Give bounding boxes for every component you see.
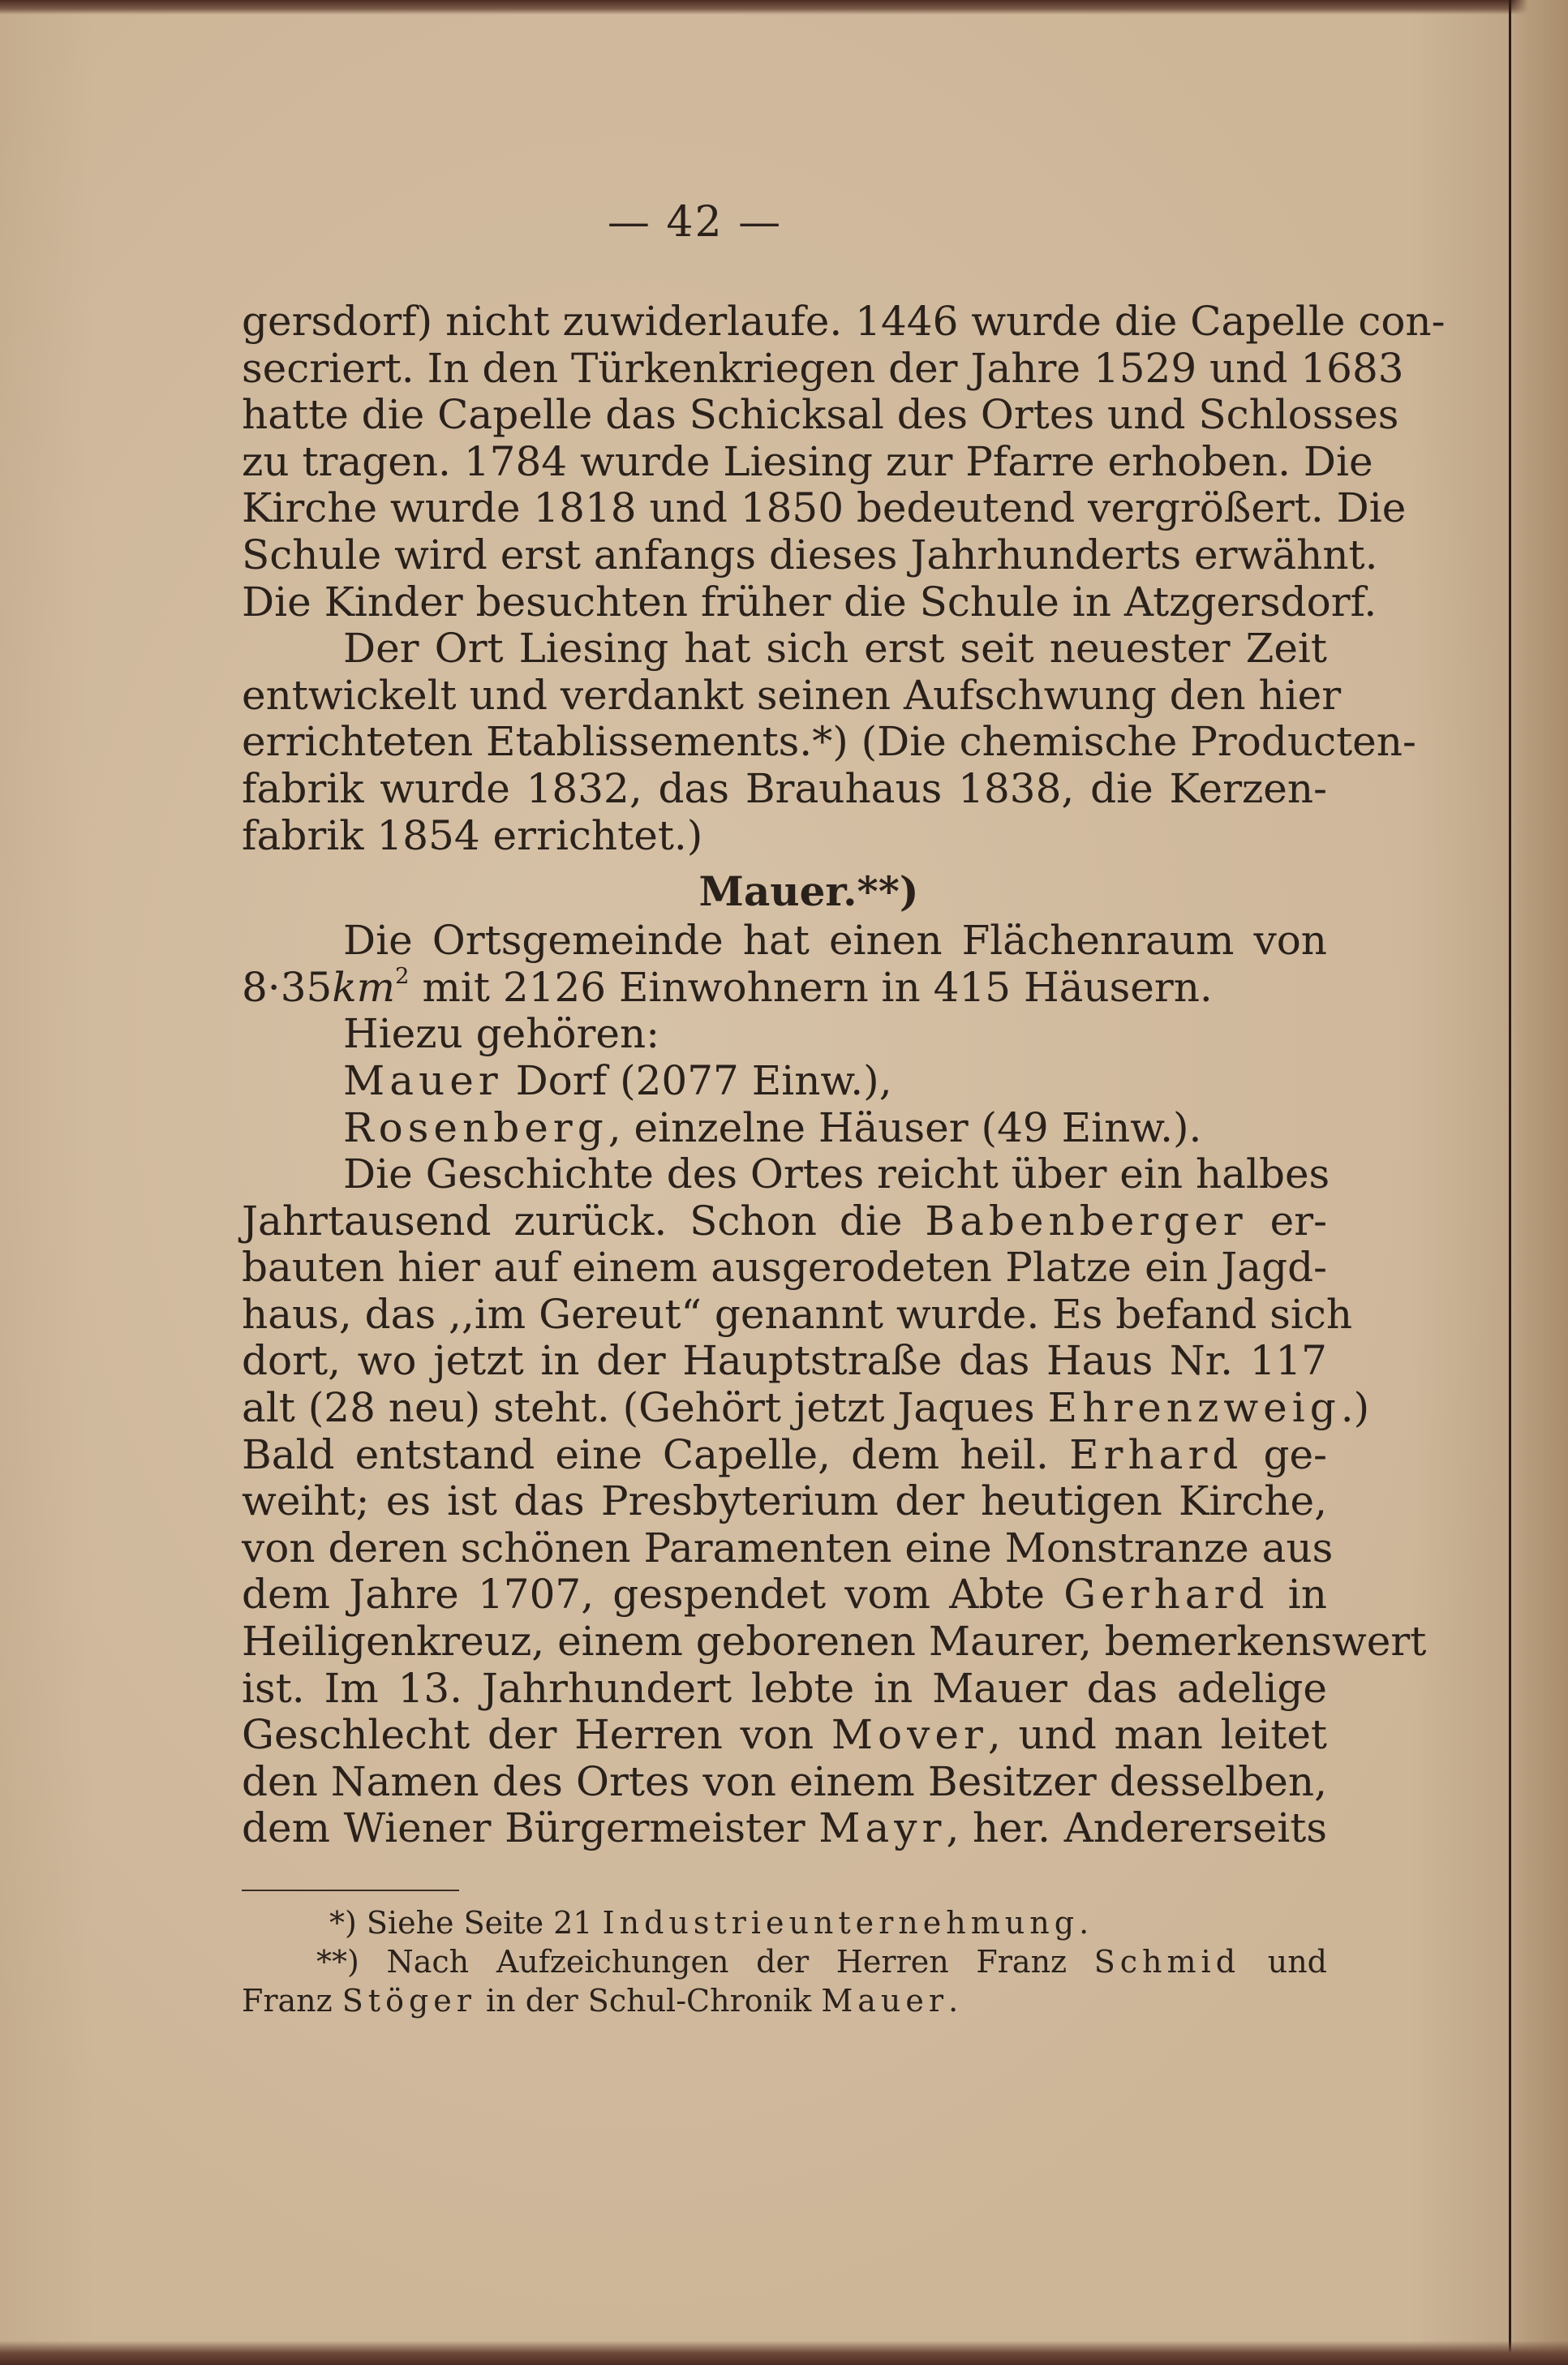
text-fragment: ge-	[1243, 1430, 1327, 1478]
text-line: Hiezu gehören:	[343, 1010, 660, 1058]
text-line	[242, 1712, 1327, 1759]
text-line: errichteten Etablissements.*) (Die chemische Producten-	[242, 718, 1416, 766]
text-line: Schule wird erst anfangs dieses Jahrhunderts erwähnt.	[242, 531, 1378, 578]
footnote-rule	[242, 1890, 459, 1891]
text-fragment: Geschlecht der Herren von	[242, 1711, 831, 1759]
text-line: von deren schönen Paramenten eine Monstranze aus	[242, 1524, 1334, 1572]
text-line	[242, 1198, 1327, 1245]
text-fragment: Jahrtausend zurück. Schon die	[242, 1197, 926, 1245]
page-top-edge	[0, 0, 1568, 15]
text-fragment: Franz	[242, 1983, 342, 2019]
text-line: Die Geschichte des Ortes reicht über ein halbes	[343, 1150, 1330, 1198]
text-fragment: mit 2126 Einwohnern in 415 Häusern.	[409, 963, 1213, 1011]
section-heading: Mauer.**)	[698, 867, 919, 916]
name-emphasis: Babenberger	[925, 1197, 1248, 1245]
page-number: — 42 —	[607, 198, 783, 247]
text-line: bauten hier auf einem ausgerodeten Platze ein Jagd-	[242, 1244, 1327, 1292]
text-line: den Namen des Ortes von einem Besitzer desselben,	[242, 1757, 1327, 1805]
text-fragment: alt (28 neu) steht. (Gehört jetzt Jaques	[242, 1384, 1048, 1432]
name-emphasis: Gerhard	[1063, 1571, 1269, 1619]
text-fragment: er-	[1247, 1197, 1327, 1245]
text-fragment: *) Siehe Seite 21	[329, 1905, 603, 1941]
name-emphasis: Mayr	[818, 1804, 947, 1852]
name-emphasis: Schmid	[1093, 1944, 1241, 1980]
text-fragment: und	[1240, 1944, 1327, 1980]
name-emphasis: Erhard	[1069, 1430, 1244, 1478]
text-fragment: dem Jahre 1707, gespendet vom Abte	[242, 1571, 1064, 1619]
text-fragment: .	[948, 1983, 959, 2019]
text-line: ist. Im 13. Jahrhundert lebte in Mauer das adelige	[242, 1664, 1327, 1712]
place-name: Mauer	[343, 1056, 503, 1104]
text-line: secriert. In den Türkenkriegen der Jahre 1529 und 1683	[242, 344, 1404, 392]
text-line: Kirche wurde 1818 und 1850 bedeutend vergrößert. Die	[242, 484, 1407, 532]
body-text	[242, 298, 1446, 1852]
place-name: Rosenberg	[343, 1103, 608, 1151]
text-line: fabrik wurde 1832, das Brauhaus 1838, die Kerzen-	[242, 764, 1327, 812]
text-line: zu tragen. 1784 wurde Liesing zur Pfarre erhoben. Die	[242, 437, 1373, 485]
area-unit: km	[332, 963, 396, 1011]
name-emphasis: Mover	[831, 1711, 988, 1759]
text-line: Heiligenkreuz, einem geborenen Maurer, bemerkenswert	[242, 1618, 1427, 1666]
name-emphasis: Stöger	[342, 1983, 476, 2019]
text-line: hatte die Capelle das Schicksal des Ortes und Schlosses	[242, 391, 1399, 439]
text-line	[242, 1384, 1370, 1432]
text-line: dort, wo jetzt in der Hauptstraße das Haus Nr. 117	[242, 1337, 1327, 1385]
text-fragment: Bald entstand eine Capelle, dem heil.	[242, 1430, 1070, 1478]
text-fragment: .)	[1340, 1384, 1370, 1432]
text-line: Die Kinder besuchten früher die Schule in Atzgersdorf.	[242, 578, 1377, 626]
text-fragment: , her. Andererseits	[946, 1804, 1327, 1852]
text-fragment: **) Nach Aufzeichungen der Herren Franz	[316, 1944, 1094, 1980]
text-fragment: in der Schul-Chronik	[475, 1983, 822, 2019]
text-line: weiht; es ist das Presbyterium der heutigen Kirche,	[242, 1477, 1327, 1525]
text-line	[242, 1805, 1327, 1852]
book-gutter	[1509, 0, 1568, 2365]
text-fragment: , und man leitet	[987, 1711, 1328, 1759]
text-fragment: dem Wiener Bürgermeister	[242, 1804, 819, 1852]
name-emphasis: Industrieunternehmung	[602, 1905, 1080, 1941]
footnotes	[242, 1903, 1327, 2020]
text-fragment: .	[1079, 1905, 1089, 1941]
text-line	[242, 1058, 1327, 1105]
page-bottom-edge	[0, 2341, 1568, 2365]
text-line: gersdorf) nicht zuwiderlaufe. 1446 wurde die Capelle con-	[242, 298, 1446, 345]
name-emphasis: Mauer	[821, 1983, 949, 2019]
text-line	[242, 1572, 1327, 1619]
area-unit-exponent: 2	[395, 962, 410, 989]
footnote-1	[242, 1903, 1327, 1942]
footnote-2-continued	[242, 1981, 1327, 2020]
name-emphasis: Ehrenzweig	[1047, 1384, 1341, 1432]
text-line: entwickelt und verdankt seinen Aufschwung den hier	[242, 671, 1342, 719]
text-fragment: in	[1269, 1571, 1327, 1619]
footnote-2	[242, 1942, 1327, 1981]
text-line: Der Ort Liesing hat sich erst seit neuester Zeit	[343, 625, 1327, 673]
text-fragment: Dorf (2077 Einw.),	[502, 1056, 892, 1104]
text-line	[242, 1105, 1327, 1152]
text-line	[242, 962, 1327, 1012]
text-line: Die Ortsgemeinde hat einen Flächenraum von	[343, 917, 1327, 965]
text-fragment: , einzelne Häuser (49 Einw.).	[608, 1103, 1202, 1151]
area-value: 8·35	[242, 963, 333, 1011]
text-line	[242, 1432, 1327, 1479]
text-line: fabrik 1854 errichtet.)	[242, 811, 703, 859]
text-line: haus, das ,,im Gereut“ genannt wurde. Es befand sich	[242, 1290, 1353, 1338]
